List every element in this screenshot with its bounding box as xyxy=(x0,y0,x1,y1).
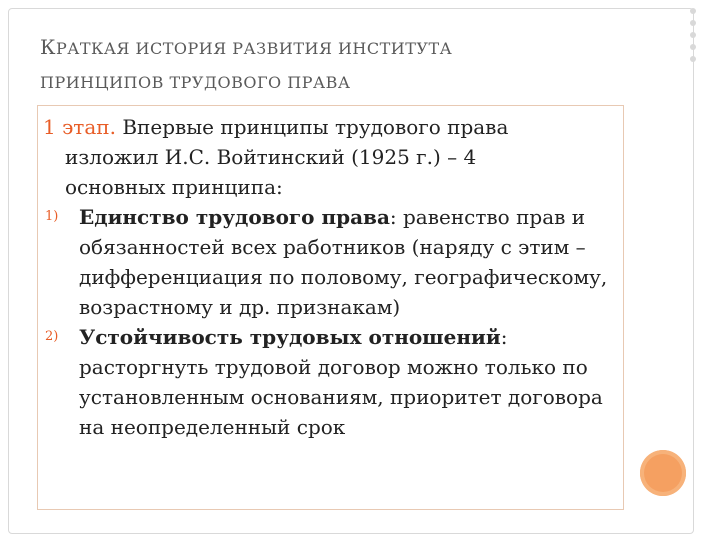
title-line-2: ПРИНЦИПОВ ТРУДОВОГО ПРАВА xyxy=(40,73,351,92)
dot xyxy=(690,32,696,38)
stage-text-continuation xyxy=(43,142,618,202)
principle-item-1 xyxy=(43,202,618,322)
item-text: : равенство прав и обязанностей всех работников (наряду с этим – дифференциация по половому, географическому, возрастному и др. признакам) xyxy=(79,205,608,319)
decorative-dots xyxy=(690,8,696,62)
title-line-1 xyxy=(40,30,620,66)
stage-text-2: изложил И.С. Войтинский (1925 г.) – 4 xyxy=(65,145,477,169)
principle-item-2 xyxy=(43,322,618,442)
title-initial: К xyxy=(40,35,56,59)
item-marker: 1) xyxy=(45,209,59,224)
title-line-1-text: РАТКАЯ ИСТОРИЯ РАЗВИТИЯ ИНСТИТУТА xyxy=(55,39,453,58)
slide-title xyxy=(40,30,620,100)
stage-label: 1 этап. xyxy=(43,115,116,139)
stage-paragraph xyxy=(43,112,618,142)
dot xyxy=(690,44,696,50)
item-text: : расторгнуть трудовой договор можно только по установленным основаниям, приоритет договора на неопределенный срок xyxy=(79,325,603,439)
item-marker: 2) xyxy=(45,329,59,344)
dot xyxy=(690,20,696,26)
dot xyxy=(690,8,696,14)
slide-content xyxy=(43,112,618,442)
dot xyxy=(690,56,696,62)
item-bold-text: Устойчивость трудовых отношений xyxy=(79,325,501,349)
stage-text-1: Впервые принципы трудового права xyxy=(115,115,509,139)
stage-text-3: основных принципа: xyxy=(65,175,283,199)
item-bold-text: Единство трудового права xyxy=(79,205,390,229)
decorative-circle xyxy=(640,450,686,496)
